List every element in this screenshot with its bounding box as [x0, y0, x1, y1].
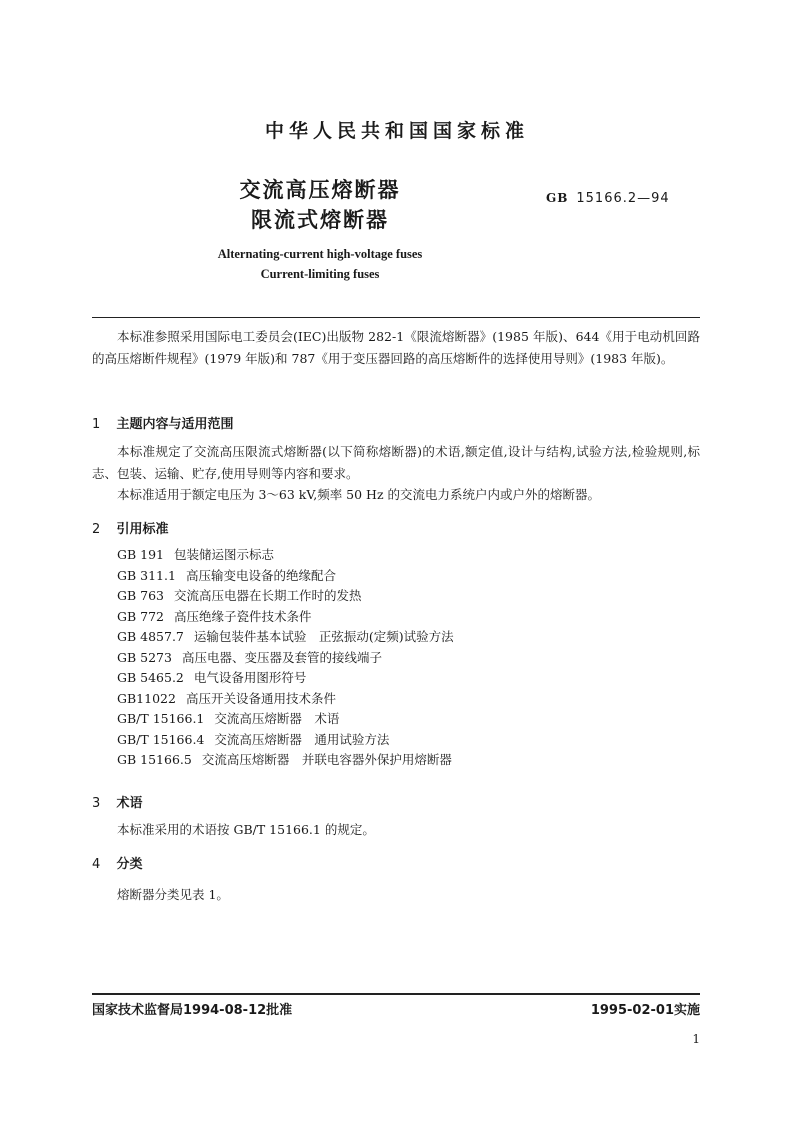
standard-code-number: 15166.2—94 [576, 191, 670, 206]
section-4-heading [92, 853, 143, 872]
section-3-heading [92, 792, 143, 811]
reference-title: 高压绝缘子瓷件技术条件 [174, 608, 312, 624]
intro-paragraph: 本标准参照采用国际电工委员会(IEC)出版物 282-1《限流熔断器》(1985 年版)、644《用于电动机回路的高压熔断件规程》(1979 年版)和 787《用于变压器回路的高压熔断件的选择使用导则》(1983 年版)。 [92, 329, 700, 366]
reference-code: GB 5273 [117, 649, 172, 665]
reference-item [117, 750, 454, 771]
reference-item [117, 607, 454, 628]
reference-item [117, 709, 454, 730]
section-title: 分类 [116, 857, 143, 872]
section-4-paragraph: 熔断器分类见表 1。 [117, 887, 229, 902]
reference-item [117, 730, 454, 751]
section-title: 术语 [116, 796, 143, 811]
reference-title: 运输包装件基本试验 正弦振动(定频)试验方法 [193, 629, 454, 644]
reference-title: 包装储运图示标志 [174, 547, 275, 562]
reference-item [117, 545, 454, 566]
english-title-line1: Alternating-current high-voltage fuses [217, 247, 423, 261]
reference-item [117, 689, 454, 710]
reference-title: 电气设备用图形符号 [193, 670, 307, 685]
reference-code: GB/T 15166.1 [117, 711, 205, 726]
standard-code-prefix: GB [546, 191, 569, 205]
reference-title: 交流高压熔断器 通用试验方法 [214, 731, 390, 747]
reference-code: GB 763 [117, 588, 165, 603]
reference-code: GB11022 [117, 690, 176, 706]
section-title: 引用标准 [116, 522, 169, 537]
reference-code: GB 5465.2 [117, 670, 184, 685]
document-title-line2: 限流式熔断器 [251, 208, 389, 232]
national-standard-heading: 中华人民共和国国家标准 [264, 120, 529, 142]
reference-title: 高压输变电设备的绝缘配合 [185, 567, 336, 583]
section-2-heading [92, 518, 169, 537]
reference-code: GB 772 [117, 608, 165, 624]
section-1-paragraph-2: 本标准适用于额定电压为 3～63 kV,频率 50 Hz 的交流电力系统户内或户外的熔断器。 [117, 487, 601, 502]
reference-code: GB 15166.5 [117, 752, 192, 767]
implementation-date: 1995-02-01实施 [590, 1003, 700, 1018]
section-number: 3 [92, 796, 101, 811]
reference-list [117, 545, 454, 771]
header-divider [92, 317, 700, 318]
standard-code [546, 191, 670, 206]
reference-item [117, 668, 454, 689]
reference-item [117, 566, 454, 587]
section-3-paragraph: 本标准采用的术语按 GB/T 15166.1 的规定。 [117, 822, 375, 837]
english-title-line2: Current-limiting fuses [260, 267, 380, 281]
reference-item [117, 627, 454, 648]
section-title: 主题内容与适用范围 [116, 417, 234, 432]
reference-item [117, 648, 454, 669]
reference-code: GB 311.1 [117, 567, 176, 583]
reference-code: GB 4857.7 [117, 629, 184, 644]
reference-code: GB 191 [117, 547, 165, 562]
reference-item [117, 586, 454, 607]
section-number: 2 [92, 522, 101, 537]
footer-divider [92, 993, 700, 995]
section-number: 1 [92, 417, 101, 432]
reference-title: 交流高压熔断器 并联电容器外保护用熔断器 [201, 752, 452, 767]
reference-title: 交流高压电器在长期工作时的发热 [174, 588, 362, 603]
reference-code: GB/T 15166.4 [117, 731, 205, 747]
section-number: 4 [92, 857, 101, 872]
reference-title: 高压电器、变压器及套管的接线端子 [181, 649, 382, 665]
reference-title: 高压开关设备通用技术条件 [185, 690, 336, 706]
section-1-paragraph-1: 本标准规定了交流高压限流式熔断器(以下简称熔断器)的术语,额定值,设计与结构,试验方法,检验规则,标志、包装、运输、贮存,使用导则等内容和要求。 [92, 444, 700, 481]
approval-note: 国家技术监督局1994-08-12批准 [92, 1003, 293, 1018]
section-1-heading [92, 413, 234, 432]
document-title-line1: 交流高压熔断器 [239, 178, 401, 202]
reference-title: 交流高压熔断器 术语 [214, 711, 340, 726]
page-number: 1 [692, 1032, 700, 1046]
